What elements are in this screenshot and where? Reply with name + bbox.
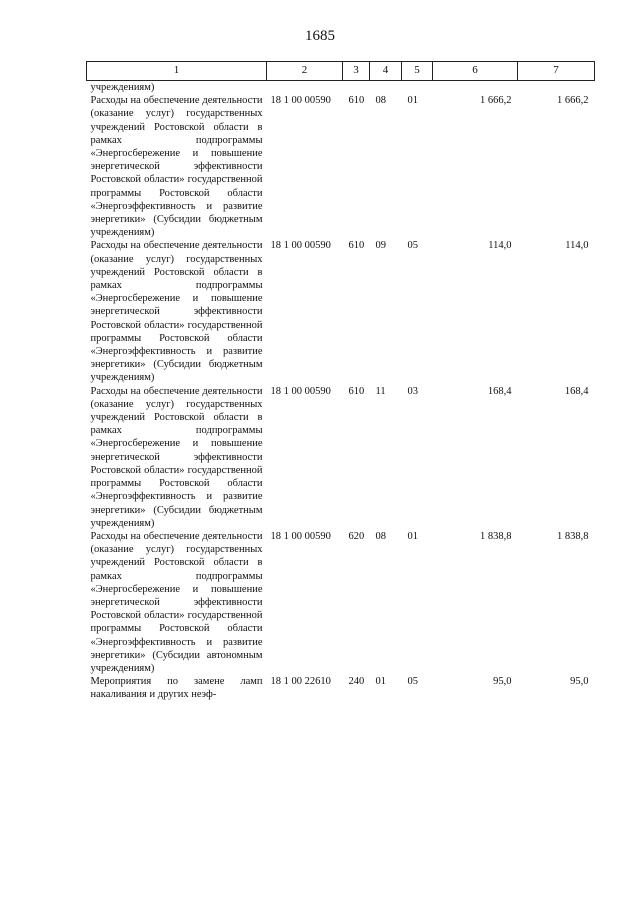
column-header-row: [87, 62, 595, 81]
column-header: 7: [518, 62, 595, 81]
row-description: Расходы на обеспечение деятельности (оказание услуг) государственных учреждений Ростовской области в рамках подпрограммы «Энергосбережение и повышение энергетической эффективности Ростовской области» государственной программы Ростовской области «Энергоэффективность и развитие энергетики» (Субсидии бюджетным учреждениям): [90, 385, 263, 529]
amount-year-1: 168,4: [487, 385, 512, 397]
column-header: 3: [343, 62, 370, 81]
subsection-code: 01: [407, 530, 418, 542]
amount-year-1: 95,0: [493, 676, 512, 688]
expense-type-code: 610: [348, 95, 365, 107]
continuation-row: [87, 81, 595, 95]
target-article-code: 18 1 00 00590: [270, 95, 331, 107]
section-code: 09: [375, 240, 386, 252]
continuation-text: учреждениям): [90, 82, 155, 93]
table-row: [87, 530, 595, 675]
table-row: [87, 385, 595, 530]
amount-year-1: 1 838,8: [480, 530, 512, 542]
table-row: [87, 239, 595, 384]
column-header: 5: [402, 62, 433, 81]
row-description: Расходы на обеспечение деятельности (оказание услуг) государственных учреждений Ростовской области в рамках подпрограммы «Энергосбережение и повышение энергетической эффективности Ростовской области» государственной программы Ростовской области «Энергоэффективность и развитие энергетики» (Субсидии бюджетным учреждениям): [90, 240, 263, 384]
section-code: 08: [375, 95, 386, 107]
amount-year-1: 1 666,2: [480, 95, 512, 107]
column-header: 2: [267, 62, 343, 81]
expense-type-code: 610: [348, 240, 365, 252]
target-article-code: 18 1 00 00590: [270, 530, 331, 542]
table-row: [87, 675, 595, 701]
section-code: 08: [375, 530, 386, 542]
expense-type-code: 610: [348, 385, 365, 397]
subsection-code: 05: [407, 240, 418, 252]
row-description: Расходы на обеспечение деятельности (оказание услуг) государственных учреждений Ростовской области в рамках подпрограммы «Энергосбережение и повышение энергетической эффективности Ростовской области» государственной программы Ростовской области «Энергоэффективность и развитие энергетики» (Субсидии автономным учреждениям): [90, 530, 263, 674]
subsection-code: 01: [407, 95, 418, 107]
target-article-code: 18 1 00 22610: [270, 676, 331, 688]
column-header: 4: [370, 62, 402, 81]
subsection-code: 05: [407, 676, 418, 688]
amount-year-1: 114,0: [488, 240, 512, 252]
amount-year-2: 1 666,2: [557, 95, 589, 107]
expense-type-code: 620: [348, 530, 365, 542]
amount-year-2: 95,0: [570, 676, 589, 688]
column-header: 1: [87, 62, 267, 81]
page-number: 1685: [305, 28, 335, 44]
budget-table: [86, 61, 595, 702]
section-code: 11: [375, 385, 386, 397]
expense-type-code: 240: [348, 676, 365, 688]
amount-year-2: 168,4: [564, 385, 589, 397]
table-row: [87, 94, 595, 239]
amount-year-2: 1 838,8: [557, 530, 589, 542]
subsection-code: 03: [407, 385, 418, 397]
section-code: 01: [375, 676, 386, 688]
target-article-code: 18 1 00 00590: [270, 240, 331, 252]
row-description: Расходы на обеспечение деятельности (оказание услуг) государственных учреждений Ростовской области в рамках подпрограммы «Энергосбережение и повышение энергетической эффективности Ростовской области» государственной программы Ростовской области «Энергоэффективность и развитие энергетики» (Субсидии бюджетным учреждениям): [90, 95, 263, 239]
amount-year-2: 114,0: [565, 240, 589, 252]
target-article-code: 18 1 00 00590: [270, 385, 331, 397]
column-header: 6: [433, 62, 518, 81]
row-description: Мероприятия по замене ламп накаливания и других неэф-: [90, 676, 263, 701]
